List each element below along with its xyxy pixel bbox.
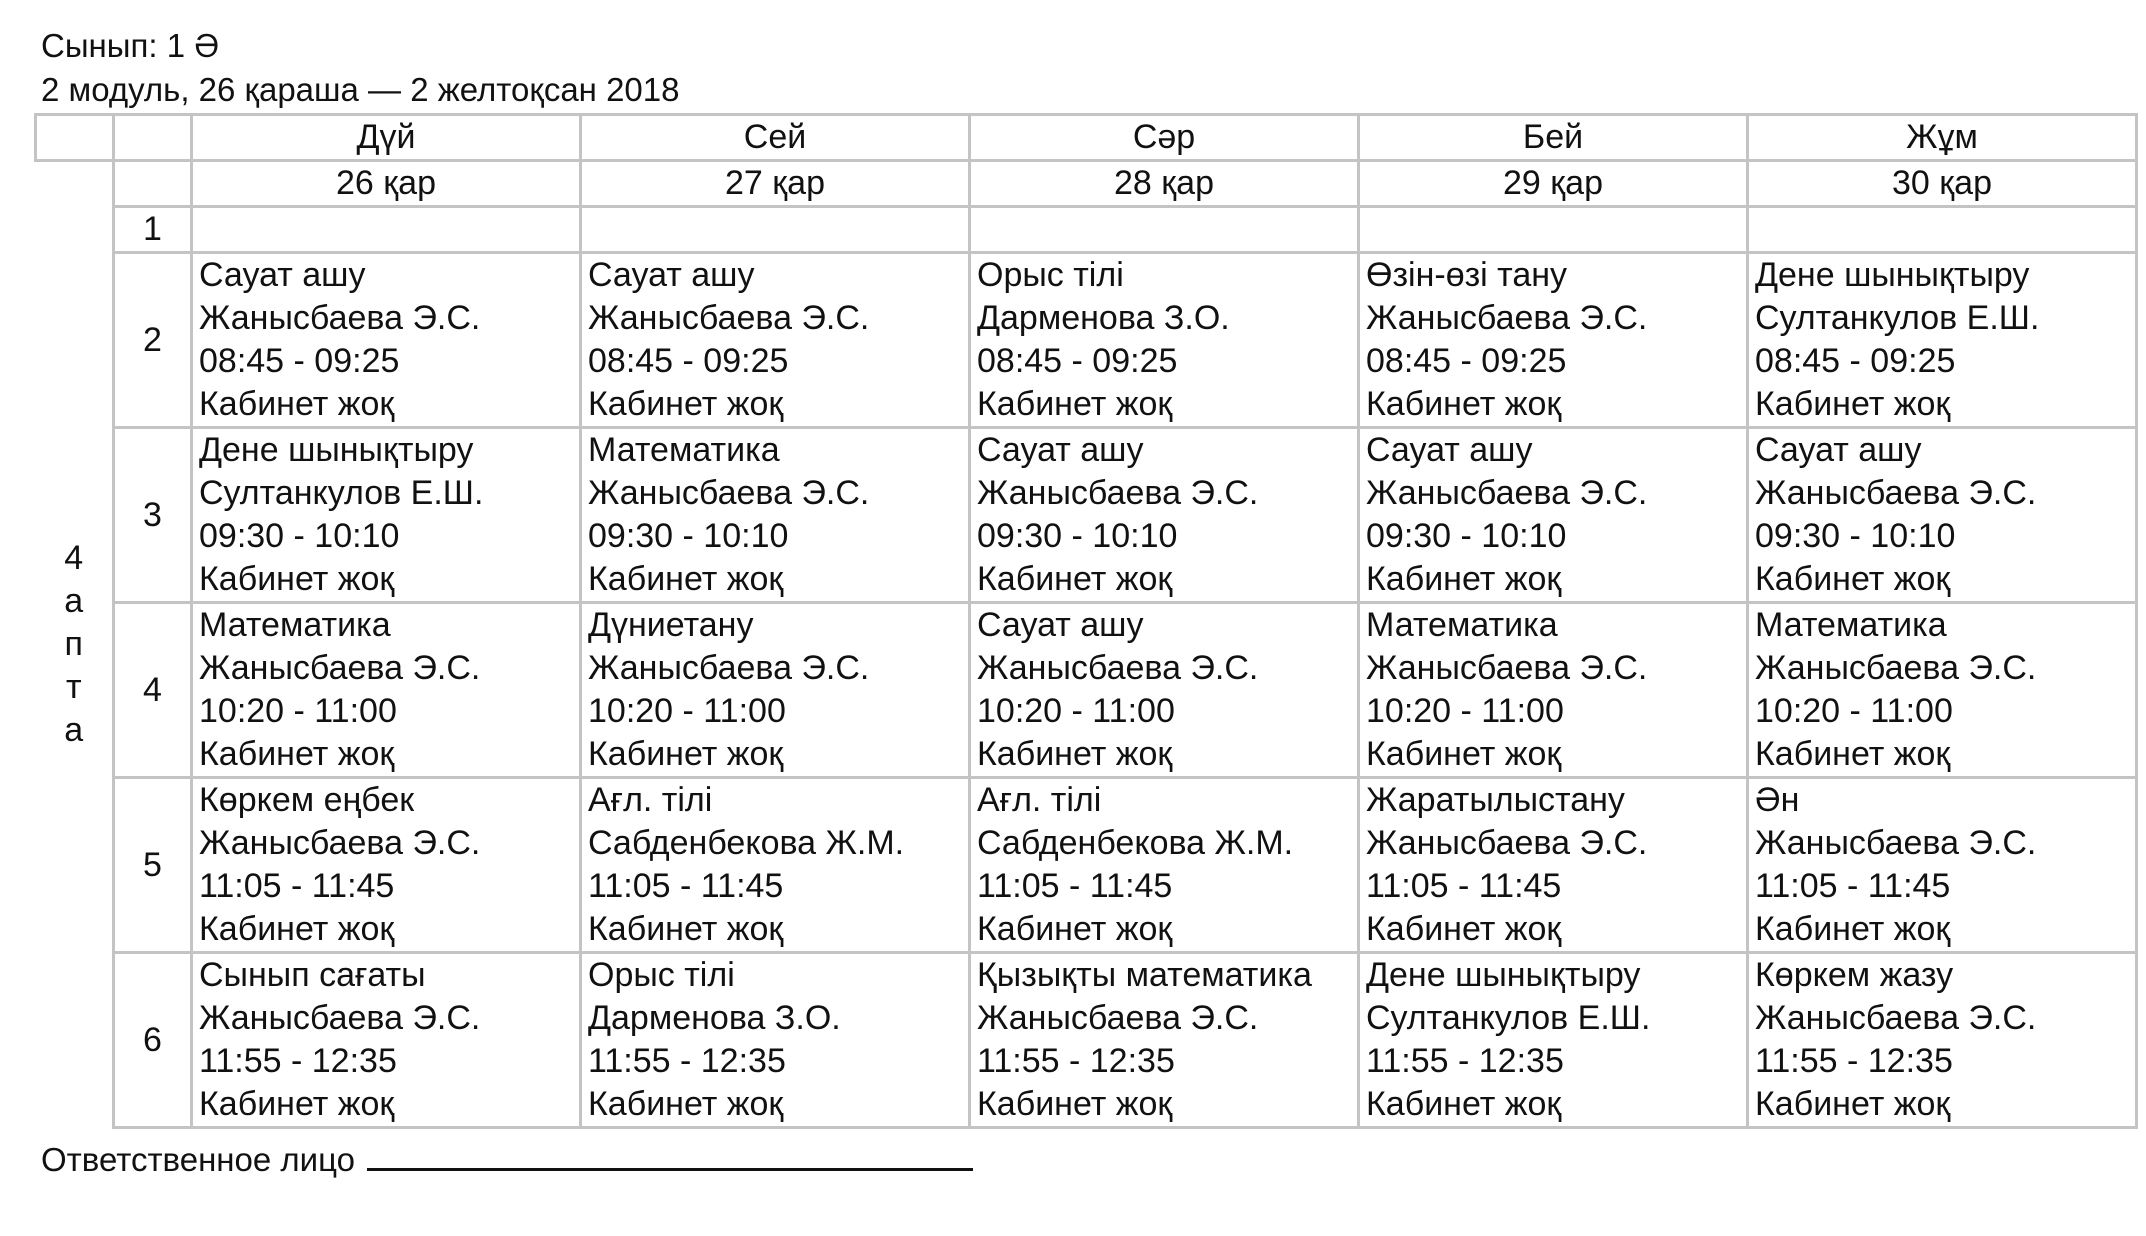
period-number: 3 [114, 428, 192, 603]
lesson-subject: Өзін-өзі тану [1366, 256, 1568, 294]
lesson-cell [581, 428, 970, 603]
lesson-subject: Дүниетану [588, 606, 754, 644]
lesson-subject: Математика [199, 606, 391, 644]
day-name-wed: Сәр [970, 115, 1359, 161]
lesson-time: 11:05 - 11:45 [199, 867, 395, 905]
lesson-teacher: Султанкулов Е.Ш. [1366, 999, 1651, 1037]
lesson-room: Кабинет жоқ [1366, 385, 1562, 423]
lesson-cell-empty [1359, 207, 1748, 253]
lesson-subject: Сауат ашу [588, 256, 755, 294]
lesson-room: Кабинет жоқ [1755, 735, 1951, 773]
lesson-room: Кабинет жоқ [1366, 1085, 1562, 1123]
lesson-teacher: Дарменова З.О. [977, 299, 1230, 337]
lesson-cell [192, 778, 581, 953]
lesson-time: 11:55 - 12:35 [199, 1042, 397, 1080]
lesson-subject: Жаратылыстану [1366, 781, 1625, 819]
lesson-teacher: Жанысбаева Э.С. [199, 824, 481, 862]
lesson-time: 09:30 - 10:10 [588, 517, 789, 555]
lesson-teacher: Жанысбаева Э.С. [1755, 999, 2037, 1037]
lesson-time: 11:55 - 12:35 [977, 1042, 1175, 1080]
lesson-teacher: Жанысбаева Э.С. [199, 999, 481, 1037]
lesson-cell [1748, 603, 2137, 778]
lesson-subject: Сынып сағаты [199, 956, 426, 994]
day-date-fri: 30 қар [1748, 161, 2137, 207]
lesson-room: Кабинет жоқ [1755, 1085, 1951, 1123]
day-name-thu: Бей [1359, 115, 1748, 161]
lesson-room: Кабинет жоқ [199, 1085, 395, 1123]
lesson-teacher: Жанысбаева Э.С. [588, 649, 870, 687]
day-date-mon: 26 қар [192, 161, 581, 207]
timetable [34, 113, 2138, 1129]
lesson-cell [1748, 953, 2137, 1128]
lesson-cell-empty [581, 207, 970, 253]
lesson-time: 10:20 - 11:00 [977, 692, 1175, 730]
lesson-time: 11:55 - 12:35 [1755, 1042, 1953, 1080]
lesson-teacher: Сабденбекова Ж.М. [588, 824, 905, 862]
day-name-tue: Сей [581, 115, 970, 161]
lesson-room: Кабинет жоқ [1366, 560, 1562, 598]
lesson-room: Кабинет жоқ [588, 1085, 784, 1123]
lesson-time: 10:20 - 11:00 [588, 692, 786, 730]
lesson-teacher: Жанысбаева Э.С. [588, 299, 870, 337]
lesson-subject: Орыс тілі [977, 256, 1124, 294]
lesson-room: Кабинет жоқ [977, 385, 1173, 423]
lesson-subject: Ағл. тілі [977, 781, 1102, 819]
lesson-cell [1359, 603, 1748, 778]
lesson-subject: Сауат ашу [977, 606, 1144, 644]
day-date-tue: 27 қар [581, 161, 970, 207]
lesson-teacher: Жанысбаева Э.С. [1366, 649, 1648, 687]
lesson-room: Кабинет жоқ [199, 560, 395, 598]
lesson-subject: Сауат ашу [977, 431, 1144, 469]
period-row-6 [36, 953, 2137, 1128]
lesson-time: 11:05 - 11:45 [977, 867, 1173, 905]
lesson-room: Кабинет жоқ [1366, 735, 1562, 773]
period-row-3 [36, 428, 2137, 603]
class-title: Сынып: 1 Ә [41, 27, 220, 64]
lesson-subject: Орыс тілі [588, 956, 735, 994]
lesson-time: 11:55 - 12:35 [588, 1042, 786, 1080]
day-name-row [36, 115, 2137, 161]
period-row-1 [36, 207, 2137, 253]
lesson-time: 11:05 - 11:45 [588, 867, 784, 905]
lesson-room: Кабинет жоқ [977, 1085, 1173, 1123]
lesson-teacher: Жанысбаева Э.С. [977, 649, 1259, 687]
lesson-cell [970, 603, 1359, 778]
day-date-wed: 28 қар [970, 161, 1359, 207]
lesson-teacher: Султанкулов Е.Ш. [1755, 299, 2040, 337]
lesson-time: 08:45 - 09:25 [588, 342, 789, 380]
lesson-teacher: Жанысбаева Э.С. [1755, 649, 2037, 687]
lesson-cell [970, 428, 1359, 603]
lesson-teacher: Жанысбаева Э.С. [1366, 474, 1648, 512]
lesson-cell [192, 253, 581, 428]
lesson-room: Кабинет жоқ [977, 910, 1173, 948]
lesson-subject: Дене шынықтыру [1366, 956, 1641, 994]
lesson-time: 11:05 - 11:45 [1366, 867, 1562, 905]
lesson-cell [1748, 428, 2137, 603]
period-header-cell [114, 115, 192, 161]
period-number: 1 [114, 207, 192, 253]
lesson-time: 09:30 - 10:10 [1366, 517, 1567, 555]
lesson-subject: Математика [1755, 606, 1947, 644]
lesson-time: 11:55 - 12:35 [1366, 1042, 1564, 1080]
lesson-teacher: Жанысбаева Э.С. [588, 474, 870, 512]
lesson-teacher: Жанысбаева Э.С. [977, 999, 1259, 1037]
lesson-teacher: Жанысбаева Э.С. [1755, 824, 2037, 862]
lesson-time: 09:30 - 10:10 [1755, 517, 1956, 555]
lesson-subject: Дене шынықтыру [1755, 256, 2030, 294]
day-name-mon: Дүй [192, 115, 581, 161]
lesson-subject: Сауат ашу [1366, 431, 1533, 469]
lesson-subject: Сауат ашу [199, 256, 366, 294]
lesson-room: Кабинет жоқ [588, 910, 784, 948]
lesson-room: Кабинет жоқ [588, 560, 784, 598]
lesson-room: Кабинет жоқ [199, 735, 395, 773]
module-date-range: 2 модуль, 26 қараша — 2 желтоқсан 2018 [41, 71, 680, 108]
lesson-subject: Қызықты математика [977, 956, 1312, 994]
lesson-time: 08:45 - 09:25 [199, 342, 400, 380]
lesson-time: 10:20 - 11:00 [1755, 692, 1953, 730]
corner-cell [36, 115, 114, 161]
lesson-teacher: Жанысбаева Э.С. [199, 649, 481, 687]
lesson-cell [1359, 253, 1748, 428]
lesson-cell [581, 253, 970, 428]
lesson-cell-empty [192, 207, 581, 253]
lesson-time: 10:20 - 11:00 [1366, 692, 1564, 730]
lesson-room: Кабинет жоқ [199, 385, 395, 423]
lesson-cell [970, 953, 1359, 1128]
footer [41, 1138, 973, 1180]
lesson-time: 08:45 - 09:25 [977, 342, 1178, 380]
lesson-subject: Ән [1755, 781, 1800, 819]
date-row [36, 161, 2137, 207]
lesson-time: 10:20 - 11:00 [199, 692, 397, 730]
lesson-cell [1359, 953, 1748, 1128]
period-number: 6 [114, 953, 192, 1128]
period-row-2 [36, 253, 2137, 428]
lesson-subject: Көркем жазу [1755, 956, 1954, 994]
lesson-room: Кабинет жоқ [1755, 385, 1951, 423]
lesson-time: 09:30 - 10:10 [977, 517, 1178, 555]
lesson-room: Кабинет жоқ [199, 910, 395, 948]
lesson-room: Кабинет жоқ [1366, 910, 1562, 948]
lesson-cell-empty [1748, 207, 2137, 253]
week-label: 4 а п т а [36, 161, 114, 1128]
lesson-cell [1748, 778, 2137, 953]
period-number: 4 [114, 603, 192, 778]
lesson-subject: Сауат ашу [1755, 431, 1922, 469]
period-number: 2 [114, 253, 192, 428]
lesson-cell [1359, 428, 1748, 603]
lesson-cell [192, 953, 581, 1128]
lesson-room: Кабинет жоқ [977, 735, 1173, 773]
lesson-subject: Дене шынықтыру [199, 431, 474, 469]
lesson-cell [581, 953, 970, 1128]
lesson-teacher: Султанкулов Е.Ш. [199, 474, 484, 512]
lesson-cell-empty [970, 207, 1359, 253]
lesson-room: Кабинет жоқ [1755, 910, 1951, 948]
lesson-time: 08:45 - 09:25 [1755, 342, 1956, 380]
lesson-teacher: Дарменова З.О. [588, 999, 841, 1037]
lesson-cell [192, 603, 581, 778]
period-row-4 [36, 603, 2137, 778]
lesson-teacher: Сабденбекова Ж.М. [977, 824, 1294, 862]
lesson-teacher: Жанысбаева Э.С. [199, 299, 481, 337]
day-name-fri: Жұм [1748, 115, 2137, 161]
lesson-cell [581, 778, 970, 953]
lesson-room: Кабинет жоқ [1755, 560, 1951, 598]
period-row-5 [36, 778, 2137, 953]
lesson-cell [581, 603, 970, 778]
lesson-subject: Ағл. тілі [588, 781, 713, 819]
lesson-subject: Көркем еңбек [199, 781, 415, 819]
lesson-teacher: Жанысбаева Э.С. [1366, 824, 1648, 862]
day-date-thu: 29 қар [1359, 161, 1748, 207]
responsible-person-label: Ответственное лицо [41, 1141, 355, 1178]
lesson-cell [1359, 778, 1748, 953]
lesson-room: Кабинет жоқ [588, 735, 784, 773]
signature-line [367, 1138, 973, 1171]
lesson-subject: Математика [588, 431, 780, 469]
period-header-cell [114, 161, 192, 207]
lesson-teacher: Жанысбаева Э.С. [977, 474, 1259, 512]
lesson-time: 11:05 - 11:45 [1755, 867, 1951, 905]
lesson-room: Кабинет жоқ [977, 560, 1173, 598]
lesson-teacher: Жанысбаева Э.С. [1366, 299, 1648, 337]
lesson-cell [1748, 253, 2137, 428]
lesson-time: 09:30 - 10:10 [199, 517, 400, 555]
lesson-cell [970, 778, 1359, 953]
period-number: 5 [114, 778, 192, 953]
lesson-time: 08:45 - 09:25 [1366, 342, 1567, 380]
lesson-subject: Математика [1366, 606, 1558, 644]
lesson-cell [192, 428, 581, 603]
lesson-teacher: Жанысбаева Э.С. [1755, 474, 2037, 512]
lesson-cell [970, 253, 1359, 428]
lesson-room: Кабинет жоқ [588, 385, 784, 423]
